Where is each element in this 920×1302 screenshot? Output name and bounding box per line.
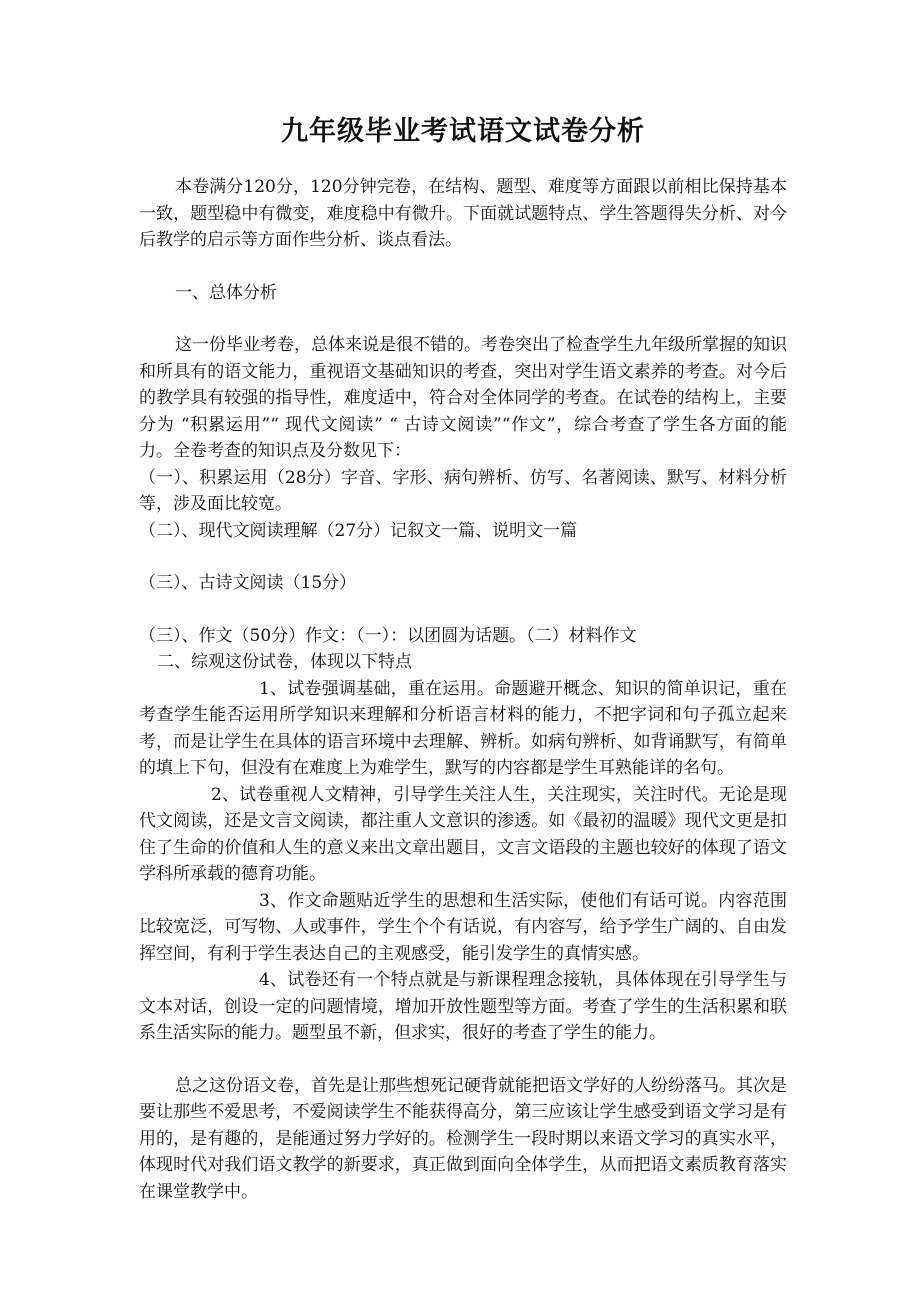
spacer (139, 306, 787, 332)
spacer (139, 597, 787, 623)
feature-point-1: 1、试卷强调基础，重在运用。命题避开概念、知识的简单识记，重在考查学生能否运用所学知识来理解和分析语言材料的能力，不把字词和句子孤立起来考，而是让学生在具体的语言环境中去理解、辨析。如病句辨析、如背诵默写，有简单的填上下句，但没有在难度上为难学生，默写的内容都是学生耳熟能详的名句。 (139, 678, 787, 778)
document-page (139, 112, 787, 1205)
feature-point-2: 2、试卷重视人文精神，引导学生关注人生，关注现实，关注时代。无论是现代文阅读，还是文言文阅读，都注重人文意识的渗透。如《最初的温暖》现代文更是扣住了生命的价值和人生的意义来出文章出题目，文言文语段的主题也较好的体现了语文学科所承载的德育功能。 (139, 784, 787, 884)
feature-point-3: 3、作文命题贴近学生的思想和生活实际，使他们有话可说。内容范围比较宽泛，可写物、人或事件，学生个个有话说，有内容写，给予学生广阔的、自由发挥空间，有利于学生表达自己的主观感受，能引发学生的真情实感。 (139, 890, 787, 964)
section1-body: 这一份毕业考卷，总体来说是很不错的。考卷突出了检查学生九年级所掌握的知识和所具有的语文能力，重视语文基础知识的考查，突出对学生语文素养的考查。对今后的教学具有较强的指导性，难度适中，符合对全体同学的考查。在试卷的结构上，主要分为 “积累运用”“ 现代文阅读” “ 古诗文阅读”“作文”，综合考查了学生各方面的能力。全卷考查的知识点及分数见下： (139, 335, 787, 461)
spacer (139, 544, 787, 570)
conclusion-paragraph: 总之这份语文卷，首先是让那些想死记硬背就能把语文学好的人纷纷落马。其次是要让那些不爱思考，不爱阅读学生不能获得高分，第三应该让学生感受到语文学习是有用的，是有趣的，是能通过努力学好的。检测学生一段时期以来语文学习的真实水平，体现时代对我们语文教学的新要求，真正做到面向全体学生，从而把语文素质教育落实在课堂教学中。 (139, 1075, 787, 1202)
score-item-3: （三）、古诗文阅读（15分） (139, 573, 357, 593)
spacer (139, 1047, 787, 1073)
spacer (139, 254, 787, 280)
feature-point-4: 4、试卷还有一个特点就是与新课程理念接轨，具体体现在引导学生与文本对话，创设一定的问题情境，增加开放性题型等方面。考查了学生的生活积累和联系生活实际的能力。题型虽不新，但求实，很好的考查了学生的能力。 (139, 970, 787, 1043)
intro-paragraph: 本卷满分120分，120分钟完卷，在结构、题型、难度等方面跟以前相比保持基本一致，题型稳中有微变，难度稳中有微升。下面就试题特点、学生答题得失分析、对今后教学的启示等方面作些分析、谈点看法。 (139, 177, 787, 250)
document-title: 九年级毕业考试语文试卷分析 (281, 116, 645, 147)
score-item-2: （二）、现代文阅读理解（27分）记叙文一篇、说明文一篇 (139, 520, 578, 541)
score-item-4: （三）、作文（50分）作文：（一）：以团圆为话题。（二）材料作文 (139, 625, 637, 646)
section1-heading: 一、总体分析 (175, 282, 277, 303)
section2-heading: 二、综观这份试卷，体现以下特点 (157, 652, 412, 672)
score-item-1: （一）、积累运用（28分）字音、字形、病句辨析、仿写、名著阅读、默写、材料分析等，涉及面比较宽。 (139, 467, 787, 514)
